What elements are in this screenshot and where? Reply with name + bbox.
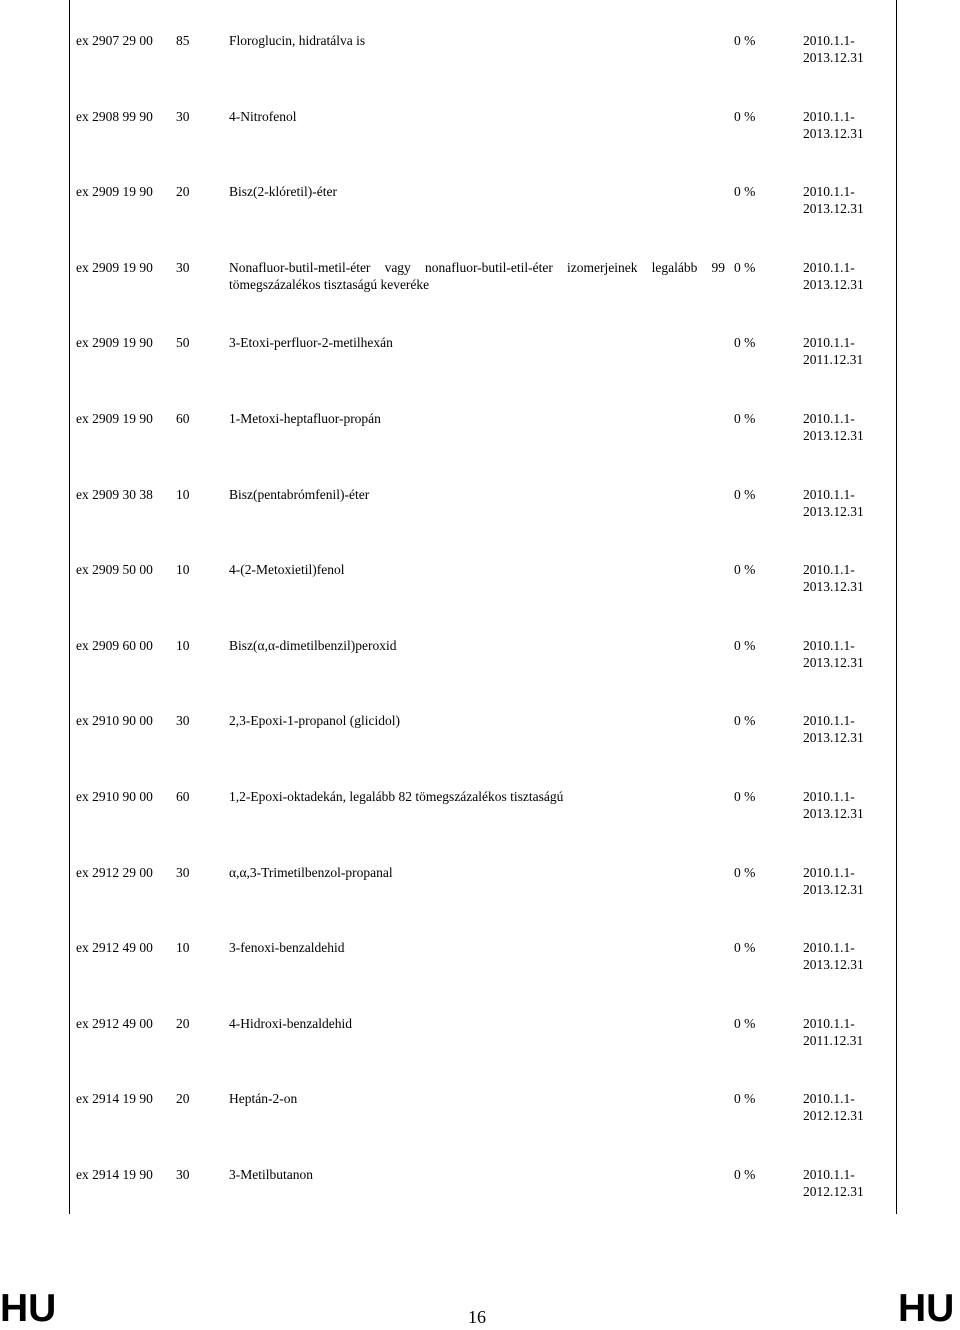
taric-subdivision: 30	[176, 108, 190, 124]
validity-period: 2010.1.1- 2013.12.31	[803, 33, 864, 65]
table-row	[0, 461, 960, 537]
validity-period: 2010.1.1- 2011.12.31	[803, 1015, 864, 1048]
product-description: 3-Metilbutanon	[229, 1167, 313, 1182]
table-row	[0, 385, 960, 461]
duty-rate: 0 %	[734, 411, 756, 426]
duty-rate: 0 %	[734, 864, 756, 880]
tariff-code: ex 2909 19 90	[76, 259, 153, 275]
validity-period: 2010.1.1- 2013.12.31	[803, 864, 864, 897]
tariff-code: ex 2907 29 00	[76, 33, 153, 48]
validity-period: 2010.1.1- 2011.12.31	[803, 335, 864, 368]
table-row	[0, 763, 960, 839]
table-row	[0, 990, 960, 1066]
duty-rate: 0 %	[734, 940, 756, 956]
validity-period: 2010.1.1- 2013.12.31	[803, 411, 864, 443]
taric-subdivision: 30	[176, 864, 190, 880]
product-description: Floroglucin, hidratálva is	[229, 33, 366, 48]
taric-subdivision: 10	[176, 940, 190, 956]
table-row	[0, 1065, 960, 1141]
taric-subdivision: 10	[176, 637, 190, 653]
product-description: Bisz(2-klóretil)-éter	[229, 184, 337, 200]
tariff-code: ex 2909 60 00	[76, 637, 153, 653]
duty-rate: 0 %	[734, 1091, 756, 1107]
duty-rate: 0 %	[734, 33, 756, 48]
validity-period: 2010.1.1- 2013.12.31	[803, 259, 864, 292]
tariff-code: ex 2909 19 90	[76, 411, 153, 426]
duty-rate: 0 %	[734, 259, 756, 275]
taric-subdivision: 85	[176, 33, 190, 48]
taric-subdivision: 60	[176, 411, 190, 426]
tariff-code: ex 2912 49 00	[76, 1015, 153, 1031]
duty-rate: 0 %	[734, 1015, 756, 1031]
validity-period: 2010.1.1- 2013.12.31	[803, 713, 864, 746]
product-description: Heptán-2-on	[229, 1091, 298, 1107]
page-number: 16	[468, 1307, 486, 1327]
validity-period: 2010.1.1- 2013.12.31	[803, 637, 864, 670]
table-row	[0, 612, 960, 688]
table-row	[0, 83, 960, 159]
taric-subdivision: 10	[176, 562, 190, 578]
table-row	[0, 7, 960, 83]
tariff-code: ex 2914 19 90	[76, 1091, 153, 1107]
product-description: 3-Etoxi-perfluor-2-metilhexán	[229, 335, 393, 351]
taric-subdivision: 10	[176, 486, 190, 502]
taric-subdivision: 20	[176, 184, 190, 200]
validity-period: 2010.1.1- 2013.12.31	[803, 184, 864, 217]
footer-left-language-mark: HU	[0, 1287, 57, 1330]
product-description: 1,2-Epoxi-oktadekán, legalább 82 tömegszázalékos tisztaságú	[229, 789, 564, 804]
product-description: 2,3-Epoxi-1-propanol (glicidol)	[229, 713, 400, 729]
taric-subdivision: 20	[176, 1091, 190, 1107]
product-description: 3-fenoxi-benzaldehid	[229, 940, 345, 956]
duty-rate: 0 %	[734, 486, 756, 502]
tariff-code: ex 2910 90 00	[76, 789, 153, 804]
tariff-code: ex 2909 19 90	[76, 184, 153, 200]
product-description: 4-(2-Metoxietil)fenol	[229, 562, 345, 578]
validity-period: 2010.1.1- 2013.12.31	[803, 108, 864, 141]
taric-subdivision: 50	[176, 335, 190, 351]
tariff-code: ex 2910 90 00	[76, 713, 153, 729]
product-description: 4-Hidroxi-benzaldehid	[229, 1015, 352, 1031]
tariff-code: ex 2912 29 00	[76, 864, 153, 880]
taric-subdivision: 30	[176, 259, 190, 275]
table-row	[0, 914, 960, 990]
duty-rate: 0 %	[734, 335, 756, 351]
validity-period: 2010.1.1- 2013.12.31	[803, 940, 864, 973]
validity-period: 2010.1.1- 2013.12.31	[803, 789, 864, 821]
table-row	[0, 687, 960, 763]
taric-subdivision: 30	[176, 713, 190, 729]
product-description: Bisz(α,α-dimetilbenzil)peroxid	[229, 637, 397, 653]
tariff-code: ex 2909 30 38	[76, 486, 153, 502]
product-description: 1-Metoxi-heptafluor-propán	[229, 411, 381, 426]
validity-period: 2010.1.1- 2012.12.31	[803, 1091, 864, 1124]
table-row	[0, 1141, 960, 1217]
duty-rate: 0 %	[734, 713, 756, 729]
table-row	[0, 536, 960, 612]
tariff-code: ex 2914 19 90	[76, 1167, 153, 1182]
validity-period: 2010.1.1- 2013.12.31	[803, 486, 864, 519]
tariff-code: ex 2909 19 90	[76, 335, 153, 351]
taric-subdivision: 60	[176, 789, 190, 804]
tariff-code: ex 2912 49 00	[76, 940, 153, 956]
footer-right-language-mark: HU	[898, 1287, 955, 1330]
product-description: Nonafluor-butil-metil-éter vagy nonafluor-butil-etil-éter izomerjeinek legalább 99 tömegszázalékos tisztaságú keveréke	[229, 259, 725, 292]
validity-period: 2010.1.1- 2013.12.31	[803, 562, 864, 595]
product-description: α,α,3-Trimetilbenzol-propanal	[229, 864, 393, 880]
validity-period: 2010.1.1- 2012.12.31	[803, 1167, 864, 1199]
table-row	[0, 839, 960, 915]
table-row	[0, 309, 960, 385]
table-row	[0, 158, 960, 234]
duty-rate: 0 %	[734, 637, 756, 653]
duty-rate: 0 %	[734, 108, 756, 124]
taric-subdivision: 30	[176, 1167, 190, 1182]
duty-rate: 0 %	[734, 1167, 756, 1182]
table-row	[0, 234, 960, 310]
tariff-code: ex 2908 99 90	[76, 108, 153, 124]
tariff-code: ex 2909 50 00	[76, 562, 153, 578]
duty-rate: 0 %	[734, 562, 756, 578]
product-description: 4-Nitrofenol	[229, 108, 297, 124]
taric-subdivision: 20	[176, 1015, 190, 1031]
duty-rate: 0 %	[734, 184, 756, 200]
duty-rate: 0 %	[734, 789, 756, 804]
product-description: Bisz(pentabrómfenil)-éter	[229, 486, 370, 502]
